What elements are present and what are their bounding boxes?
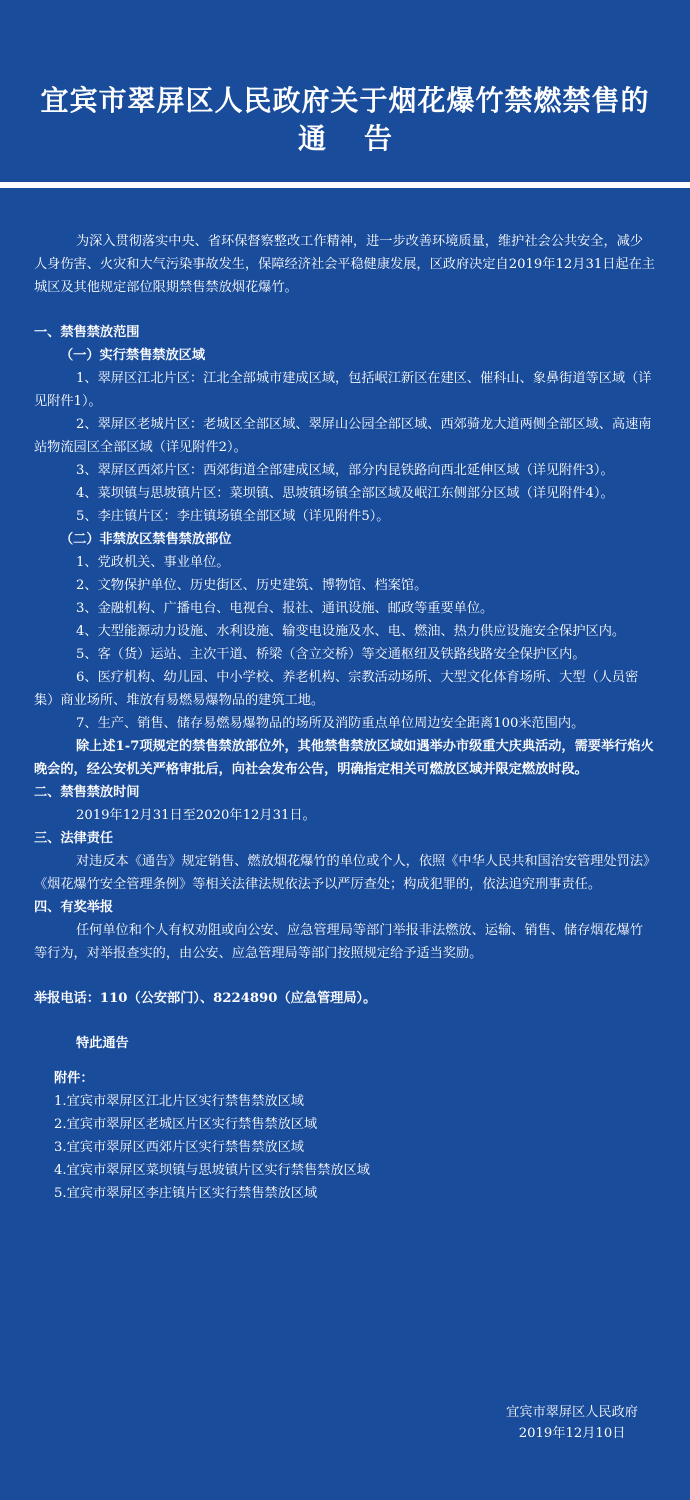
attachment-item: 1.宜宾市翠屏区江北片区实行禁售禁放区域 bbox=[54, 1094, 304, 1109]
list-item: 3、翠屏区西郊片区：西郊街道全部建成区域，部分内昆铁路向西北延伸区域（详见附件3）。 bbox=[76, 463, 614, 478]
list-item: 2、文物保护单位、历史街区、历史建筑、博物馆、档案馆。 bbox=[76, 578, 428, 593]
list-item: 7、生产、销售、储存易燃易爆物品的场所及消防重点单位周边安全距离100米范围内。 bbox=[76, 716, 585, 731]
title-divider bbox=[0, 182, 690, 188]
hotline: 举报电话：110（公安部门）、8224890（应急管理局）。 bbox=[34, 991, 377, 1006]
section-4-text: 任何单位和个人有权劝阻或向公安、应急管理局等部门举报非法燃放、运输、销售、储存烟花爆竹等行为，对举报查实的，由公安、应急管理局等部门按照规定给予适当奖励。 bbox=[34, 923, 644, 961]
title-line-2: 通告 bbox=[297, 122, 430, 155]
list-item: 4、大型能源动力设施、水利设施、输变电设施及水、电、燃油、热力供应设施安全保护区内。 bbox=[76, 624, 626, 639]
attachments bbox=[34, 1067, 656, 1205]
subsection-2-heading: （二）非禁放区禁售禁放部位 bbox=[60, 532, 232, 547]
list-item: 6、医疗机构、幼儿园、中小学校、养老机构、宗教活动场所、大型文化体育场所、大型（人员密集）商业场所、堆放有易燃易爆物品的建筑工地。 bbox=[34, 670, 639, 708]
list-item: 5、李庄镇片区：李庄镇场镇全部区域（详见附件5）。 bbox=[76, 509, 390, 524]
list-item: 1、党政机关、事业单位。 bbox=[76, 555, 230, 570]
special-notice: 特此通告 bbox=[76, 1036, 129, 1051]
section-4-heading: 四、有奖举报 bbox=[34, 900, 114, 915]
list-item: 3、金融机构、广播电台、电视台、报社、通讯设施、邮政等重要单位。 bbox=[76, 601, 494, 616]
signature-date: 2019年12月10日 bbox=[518, 1426, 626, 1441]
section-2-text: 2019年12月31日至2020年12月31日。 bbox=[76, 808, 316, 823]
notice-title bbox=[0, 82, 690, 158]
list-item: 1、翠屏区江北片区：江北全部城市建成区域，包括岷江新区在建区、催科山、象鼻街道等区域（详见附件1）。 bbox=[34, 371, 652, 409]
signature-org: 宜宾市翠屏区人民政府 bbox=[506, 1405, 638, 1420]
attachment-item: 3.宜宾市翠屏区西郊片区实行禁售禁放区域 bbox=[54, 1140, 304, 1155]
section-3-heading: 三、法律责任 bbox=[34, 831, 114, 846]
section-1-heading: 一、禁售禁放范围 bbox=[34, 325, 140, 340]
notice-body bbox=[34, 230, 656, 1205]
title-line-1: 宜宾市翠屏区人民政府关于烟花爆竹禁燃禁售的 bbox=[40, 84, 650, 117]
section-3-text: 对违反本《通告》规定销售、燃放烟花爆竹的单位或个人，依照《中华人民共和国治安管理处罚法》《烟花爆竹安全管理条例》等相关法律法规依法予以严厉查处；构成犯罪的，依法追究刑事责任。 bbox=[34, 854, 650, 892]
section-1-note: 除上述1-7项规定的禁售禁放部位外，其他禁售禁放区域如遇举办市级重大庆典活动，需要举行焰火晚会的，经公安机关严格审批后，向社会发布公告，明确指定相关可燃放区域并限定燃放时段。 bbox=[34, 739, 654, 777]
list-item: 4、菜坝镇与思坡镇片区：菜坝镇、思坡镇场镇全部区域及岷江东侧部分区域（详见附件4）。 bbox=[76, 486, 614, 501]
signature bbox=[506, 1402, 638, 1444]
attachments-heading: 附件： bbox=[54, 1071, 94, 1086]
list-item: 2、翠屏区老城片区：老城区全部区域、翠屏山公园全部区域、西郊骑龙大道两侧全部区域、高速南站物流园区全部区域（详见附件2）。 bbox=[34, 417, 652, 455]
attachment-item: 5.宜宾市翠屏区李庄镇片区实行禁售禁放区域 bbox=[54, 1186, 318, 1201]
subsection-1-heading: （一）实行禁售禁放区域 bbox=[60, 348, 206, 363]
intro-paragraph: 为深入贯彻落实中央、省环保督察整改工作精神，进一步改善环境质量，维护社会公共安全，减少人身伤害、火灾和大气污染事故发生，保障经济社会平稳健康发展，区政府决定自2019年12月31日起在主城区及其他规定部位限期禁售禁放烟花爆竹。 bbox=[34, 234, 655, 295]
list-item: 5、客（货）运站、主次干道、桥梁（含立交桥）等交通枢纽及铁路线路安全保护区内。 bbox=[76, 647, 586, 662]
attachment-item: 4.宜宾市翠屏区菜坝镇与思坡镇片区实行禁售禁放区域 bbox=[54, 1163, 370, 1178]
section-2-heading: 二、禁售禁放时间 bbox=[34, 785, 140, 800]
attachment-item: 2.宜宾市翠屏区老城区片区实行禁售禁放区域 bbox=[54, 1117, 318, 1132]
